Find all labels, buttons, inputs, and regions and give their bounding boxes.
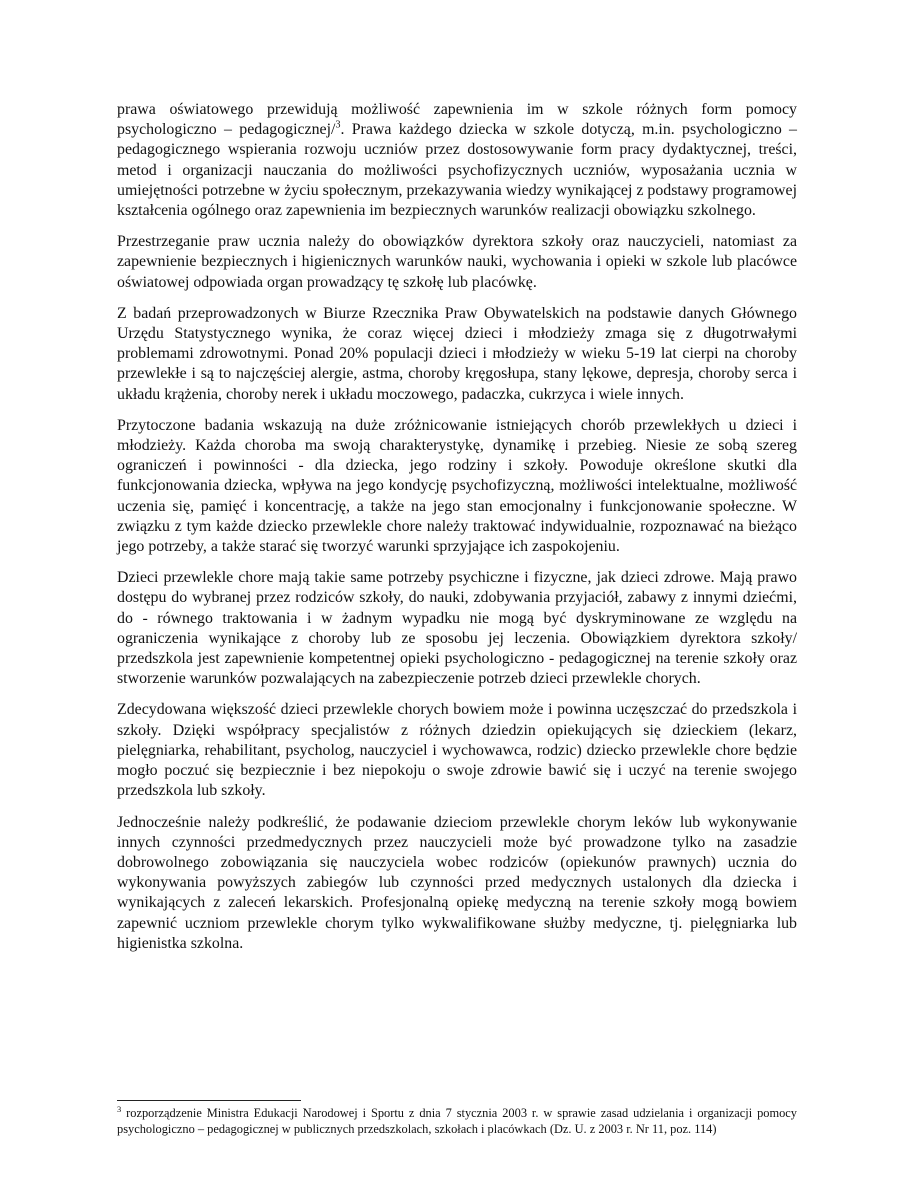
footnote-reference: 3	[335, 119, 341, 131]
paragraph-4: Przytoczone badania wskazują na duże zróżnicowanie istniejących chorób przewlekłych u dzieci i młodzieży. Każda choroba ma swoją charakterystykę, dynamikę i przebieg. Niesie ze sobą szereg ograniczeń i powinności - dla dziecka, jego rodziny i szkoły. Powoduje określone skutki dla funkcjonowania dziecka, wpływa na jego kondycję psychofizyczną, możliwości intelektualne, możliwość uczenia się, pamięć i koncentrację, a także na jego stan emocjonalny i funkcjonowanie społeczne. W związku z tym każde dziecko przewlekle chore należy traktować indywidualnie, rozpoznawać na bieżąco jego potrzeby, a także starać się tworzyć warunki sprzyjające ich zaspokojeniu.	[117, 416, 797, 556]
paragraph-1	[117, 100, 797, 221]
footnote-separator	[117, 1100, 301, 1101]
paragraph-1-text-b: . Prawa każdego dziecka w szkole dotyczą, m.in. psychologiczno – pedagogicznego wspierania rozwoju uczniów przez dostosowywanie form pracy dydaktycznej, treści, metod i organizacji nauczania do możliwości psychofizycznych uczniów, wyposażania ucznia w umiejętności potrzebne w życiu społecznym, przekazywania wiedzy wynikającej z podstawy programowej kształcenia ogólnego oraz zapewnienia im bezpiecznych warunków realizacji obowiązku szkolnego.	[117, 121, 798, 220]
footnote-text: rozporządzenie Ministra Edukacji Narodowej i Sportu z dnia 7 stycznia 2003 r. w sprawie zasad udzielania i organizacji pomocy psychologiczno – pedagogicznej w publicznych przedszkolach, szkołach i placówkach (Dz. U. z 2003 r. Nr 11, poz. 114)	[117, 1106, 797, 1136]
paragraph-3: Z badań przeprowadzonych w Biurze Rzecznika Praw Obywatelskich na podstawie danych Głównego Urzędu Statystycznego wynika, że coraz więcej dzieci i młodzieży zmaga się z długotrwałymi problemami zdrowotnymi. Ponad 20% populacji dzieci i młodzieży w wieku 5-19 lat cierpi na choroby przewlekłe i są to najczęściej alergie, astma, choroby kręgosłupa, stany lękowe, depresja, choroby serca i układu krążenia, choroby nerek i układu moczowego, padaczka, cukrzyca i wiele innych.	[117, 304, 797, 403]
paragraph-7: Jednocześnie należy podkreślić, że podawanie dzieciom przewlekle chorym leków lub wykonywanie innych czynności przedmedycznych przez nauczycieli może być prowadzone tylko na zasadzie dobrowolnego zobowiązania się nauczyciela wobec rodziców (opiekunów prawnych) ucznia do wykonywania powyższych zabiegów lub czynności przed medycznych ustalonych dla dziecka i wynikających z zaleceń lekarskich. Profesjonalną opiekę medyczną na terenie szkoły mogą bowiem zapewnić uczniom przewlekle chorym tylko wykwalifikowane służby medyczne, tj. pielęgniarka lub higienistka szkolna.	[117, 813, 797, 952]
paragraph-1-text-a: prawa oświatowego przewidują możliwość zapewnienia im w szkole różnych form pomocy psychologiczno – pedagogicznej/	[117, 101, 797, 139]
footnote	[117, 1105, 797, 1137]
paragraph-2: Przestrzeganie praw ucznia należy do obowiązków dyrektora szkoły oraz nauczycieli, natomiast za zapewnienie bezpiecznych i higienicznych warunków nauki, wychowania i opieki w szkole lub placówce oświatowej odpowiada organ prowadzący tę szkołę lub placówkę.	[117, 233, 797, 291]
footnote-marker: 3	[117, 1103, 122, 1114]
paragraph-5: Dzieci przewlekle chore mają takie same potrzeby psychiczne i fizyczne, jak dzieci zdrowe. Mają prawo dostępu do wybranej przez rodziców szkoły, do nauki, zdobywania przyjaciół, zabawy z innymi dziećmi, do - równego traktowania i w żadnym wypadku nie mogą być dyskryminowane ze względu na ograniczenia wynikające z choroby lub ze sposobu jej leczenia. Obowiązkiem dyrektora szkoły/ przedszkola jest zapewnienie kompetentnej opieki psychologiczno - pedagogicznej na terenie szkoły oraz stworzenie warunków pozwalających na zabezpieczenie potrzeb dzieci przewlekle chorych.	[117, 569, 797, 688]
document-body	[117, 100, 797, 965]
paragraph-6: Zdecydowana większość dzieci przewlekle chorych bowiem może i powinna uczęszczać do przedszkola i szkoły. Dzięki współpracy specjalistów z różnych dziedzin opiekujących się dzieckiem (lekarz, pielęgniarka, rehabilitant, psycholog, nauczyciel i wychowawca, rodzic) dziecko przewlekle chore będzie mogło poczuć się bezpiecznie i bez niepokoju o swoje zdrowie bawić się i uczyć na terenie swojego przedszkola lub szkoły.	[117, 701, 797, 800]
